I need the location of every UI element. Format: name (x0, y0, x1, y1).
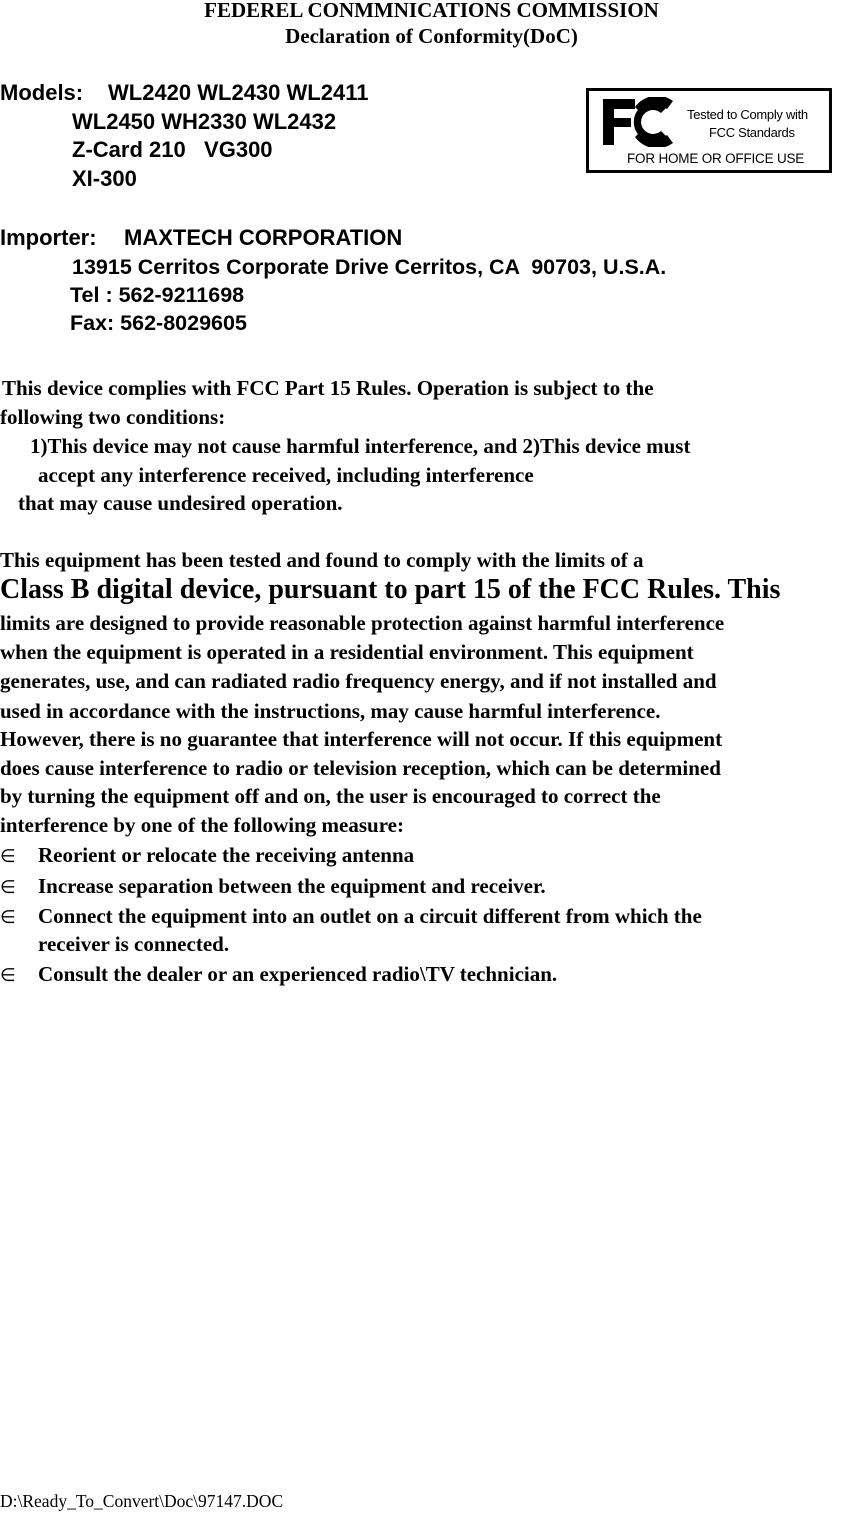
classb-line: generates, use, and can radiated radio frequency energy, and if not installed and (0, 669, 717, 693)
models-label: Models: (0, 80, 84, 105)
classb-line-large: Class B digital device, pursuant to part 15 of the FCC Rules. This (0, 574, 781, 605)
fcc-tested-text: Tested to Comply with (687, 107, 808, 122)
fcc-compliance-logo (586, 88, 832, 173)
list-item-continuation: receiver is connected. (38, 932, 230, 956)
bullet-element-of-icon: ∈ (0, 965, 16, 986)
bullet-element-of-icon: ∈ (0, 907, 16, 928)
fcc-standards-text: FCC Standards (709, 125, 795, 140)
models-line: WL2420 WL2430 WL2411 (108, 80, 369, 105)
classb-line: by turning the equipment off and on, the user is encouraged to correct the (0, 784, 661, 808)
models-line: Z-Card 210 VG300 (72, 137, 273, 162)
classb-line: However, there is no guarantee that interference will not occur. If this equipment (0, 727, 723, 751)
compliance-line: accept any interference received, including interference (38, 463, 534, 487)
bullet-element-of-icon: ∈ (0, 877, 16, 898)
importer-tel: Tel : 562-9211698 (70, 283, 245, 307)
list-item: Increase separation between the equipment and receiver. (38, 874, 546, 898)
classb-line: This equipment has been tested and found to comply with the limits of a (0, 548, 644, 572)
classb-line: interference by one of the following measure: (0, 813, 404, 837)
importer-name: MAXTECH CORPORATION (124, 225, 403, 250)
classb-line: limits are designed to provide reasonable protection against harmful interference (0, 611, 725, 635)
compliance-line: This device complies with FCC Part 15 Rules. Operation is subject to the (2, 376, 654, 400)
list-item: Connect the equipment into an outlet on a circuit different from which the (38, 904, 702, 928)
classb-line: when the equipment is operated in a residential environment. This equipment (0, 640, 694, 664)
bullet-element-of-icon: ∈ (0, 846, 16, 867)
compliance-line: following two conditions: (0, 405, 226, 429)
list-item: Reorient or relocate the receiving antenna (38, 843, 415, 867)
compliance-line: that may cause undesired operation. (18, 491, 343, 515)
compliance-line: 1)This device may not cause harmful interference, and 2)This device must (30, 434, 691, 458)
classb-line: does cause interference to radio or television reception, which can be determined (0, 756, 721, 780)
document-title: FEDEREL CONMMNICATIONS COMMISSION (204, 0, 659, 22)
document-subtitle: Declaration of Conformity(DoC) (285, 24, 578, 48)
fcc-mark-icon (601, 97, 679, 147)
models-line: XI-300 (72, 166, 137, 191)
file-path-footer: D:\Ready_To_Convert\Doc\97147.DOC (0, 1491, 284, 1511)
classb-line: used in accordance with the instructions, may cause harmful interference. (0, 699, 661, 723)
importer-fax: Fax: 562-8029605 (70, 311, 247, 335)
fcc-home-office-text: FOR HOME OR OFFICE USE (627, 151, 805, 166)
list-item: Consult the dealer or an experienced radio\TV technician. (38, 962, 558, 986)
importer-address: 13915 Cerritos Corporate Drive Cerritos, CA 90703, U.S.A. (72, 255, 667, 279)
models-line: WL2450 WH2330 WL2432 (72, 109, 337, 134)
importer-label: Importer: (0, 225, 97, 250)
